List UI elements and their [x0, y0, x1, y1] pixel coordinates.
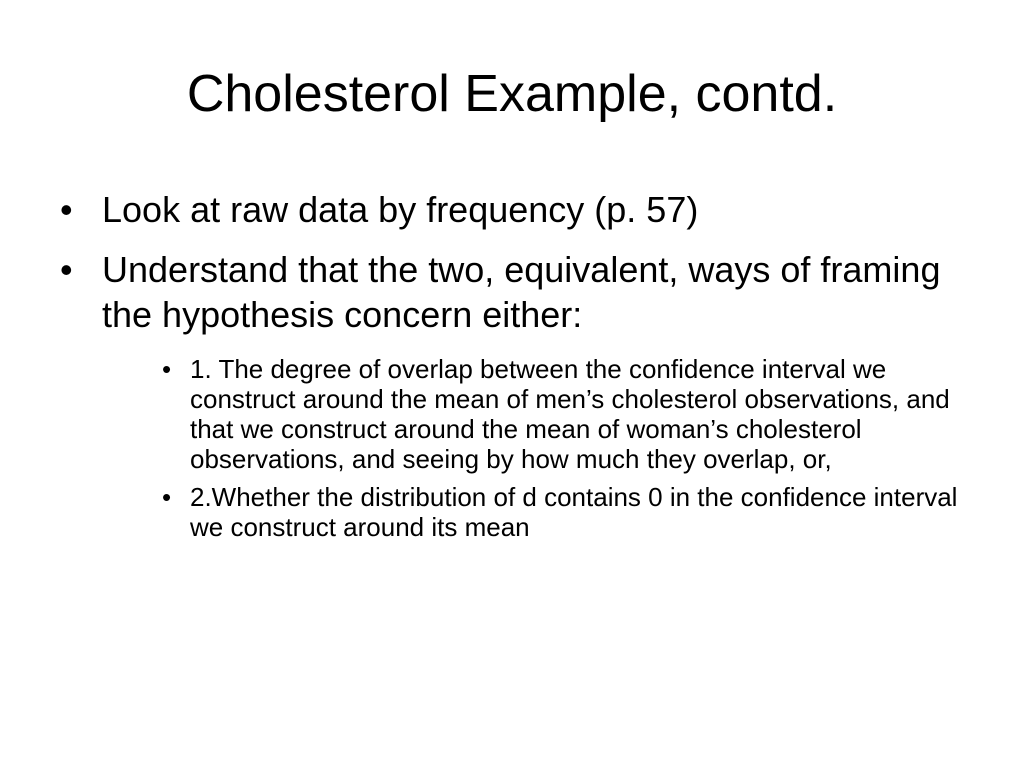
sub-bullet-item-1 — [162, 354, 962, 474]
sub-bullet-item-2 — [162, 482, 962, 542]
bullet-dot-icon: • — [60, 249, 73, 290]
sub-bullet-list — [162, 354, 962, 550]
sub-bullet-dot-icon: • — [162, 354, 172, 384]
sub-bullet-dot-icon: • — [162, 482, 172, 512]
bullet-item-1 — [60, 187, 1000, 232]
sub-bullet-text-2: 2.Whether the distribution of d contains 0 in the confidence interval we construct around its mean — [190, 482, 958, 542]
slide-title: Cholesterol Example, contd. — [186, 65, 838, 123]
bullet-dot-icon: • — [60, 189, 73, 230]
bullet-text-1: Look at raw data by frequency (p. 57) — [102, 189, 699, 230]
bullet-item-2 — [60, 247, 1000, 337]
bullet-text-2: Understand that the two, equivalent, ways of framing the hypothesis concern either: — [102, 249, 941, 335]
bullet-list — [60, 187, 1000, 337]
sub-bullet-text-1: 1. The degree of overlap between the confidence interval we construct around the mean of men’s cholesterol observations, and that we construct around the mean of woman’s cholesterol observations, and seeing by how much they overlap, or, — [190, 354, 950, 474]
